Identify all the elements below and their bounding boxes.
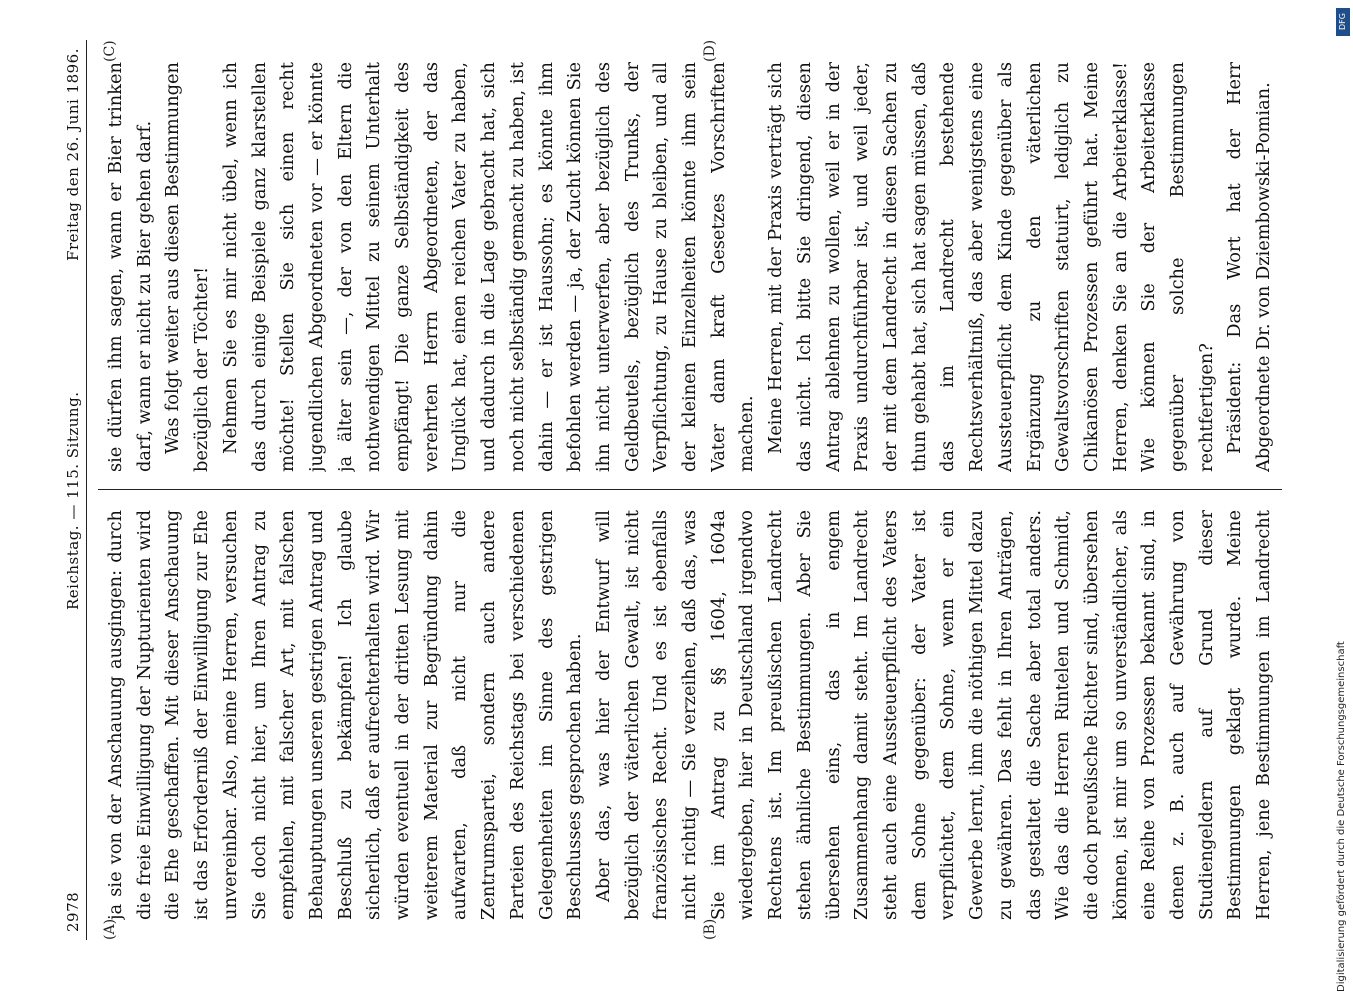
session-date: Freitag den 26. Juni 1896.	[64, 48, 82, 261]
column-left	[102, 510, 1282, 920]
paragraph: sie dürfen ihm sagen, wann er Bier trinken darf, wann er nicht zu Bier gehen darf.	[105, 62, 155, 472]
dfg-logo: DFG	[1336, 8, 1350, 36]
session-title: Reichstag. — 115. Sitzung.	[64, 391, 82, 610]
speaker-paragraph: Präsident: Das Wort hat der Herr Abgeordnete Dr. von Dziembowski-Pomian.	[1224, 62, 1275, 472]
paragraph: ja sie von der Anschauung ausgingen: durch die freie Einwilligung der Nupturienten wird die Ehe geschaffen. Mit dieser Anschauung ist das Erforderniß der Einwilligung zur Ehe unvereinbar. Also, meine Herren, versuchen Sie doch nicht hier, um Ihren Antrag zu empfehlen, mit falscher Art, mit falschen Behauptungen unseren gestrigen Antrag und Beschluß zu bekämpfen! Ich glaube sicherlich, daß er aufrechterhalten wird. Wir würden eventuell in der dritten Lesung mit weiterem Material zur Begründung dahin aufwarten, daß nicht nur die Zentrumspartei, sondern auch andere Parteien des Reichstags bei verschiedenen Gelegenheiten im Sinne des gestrigen Beschlusses gesprochen haben.	[105, 510, 586, 920]
column-right	[102, 62, 1282, 472]
speaker-paragraph	[1279, 62, 1282, 472]
page-header	[62, 40, 87, 940]
margin-marker-c: (C)	[102, 40, 118, 62]
digitization-credit: Digitalisierung gefördert durch die Deutsche Forschungsgemeinschaft	[1336, 641, 1347, 992]
margin-marker-a: (A)	[102, 918, 118, 940]
page-number: 2978	[64, 891, 82, 932]
paragraph: Nehmen Sie es mir nicht übel, wenn ich das durch einige Beispiele ganz klarstellen möchte! Stellen Sie sich einen recht jugendlichen Abgeordneten vor — er könnte ja älter sein —, der von den Eltern die nothwendigen Mittel zu seinem Unterhalt empfängt! Die ganze Selbständigkeit des verehrten Herrn Abgeordneten, der das Unglück hat, einen reichen Vater zu haben, und dadurch in die Lage gebracht hat, sich noch nicht selbständig gemacht zu haben, ist dahin — er ist Haussohn; es könnte ihm befohlen werden — ja, der Zucht können Sie ihn nicht unterwerfen, aber bezüglich des Geldbeutels, bezüglich des Trunks, der Verpflichtung, zu Hause zu bleiben, und all der kleinen Einzelheiten könnte ihm sein Vater dann kraft Gesetzes Vorschriften machen.	[219, 62, 758, 472]
newspaper-page	[62, 40, 1292, 940]
margin-marker-b: (B)	[702, 918, 718, 940]
paragraph: Meine Herren, mit der Praxis verträgt sich das nicht. Ich bitte Sie dringend, diesen Antrag ablehnen zu wollen, weil er in der Praxis undurchführbar ist, und weil jeder, der mit dem Landrecht in diesen Sachen zu thun gehabt hat, sich hat sagen müssen, daß das im Landrecht bestehende Rechtsverhältniß, das aber wenigstens eine Aussteuerpflicht dem Kinde gegenüber als Ergänzung zu den väterlichen Gewaltsvorschriften statuirt, lediglich zu Chikanösen Prozessen geführt hat. Meine Herren, denken Sie an die Arbeiterklasse! Wie können Sie der Arbeiterklasse gegenüber solche Bestimmungen rechtfertigen?	[765, 62, 1217, 472]
margin-marker-d: (D)	[702, 39, 718, 62]
paragraph: Aber das, was hier der Entwurf will bezüglich der väterlichen Gewalt, ist nicht französisches Recht. Und es ist ebenfalls nicht richtig — Sie verzeihen, daß das, was Sie im Antrag zu §§ 1604, 1604a wiedergeben, hier in Deutschland irgendwo Rechtens ist. Im preußischen Landrecht stehen ähnliche Bestimmungen. Aber Sie übersehen eins, das in engem Zusammenhang damit steht. Im Landrecht steht auch eine Aussteuerpflicht des Vaters dem Sohne gegenüber: der Vater ist verpflichtet, dem Sohne, wenn er ein Gewerbe lernt, ihm die nöthigen Mittel dazu zu gewähren. Das fehlt in Ihren Anträgen, das gestaltet die Sache aber total anders. Wie das die Herren Rintelen und Schmidt, die doch preußische Richter sind, übersehen können, ist mir um so unverständlicher, als eine Reihe von Prozessen bekannt sind, in denen z. B. auch auf Gewährung von Studiengeldern auf Grund dieser Bestimmungen geklagt wurde. Meine Herren, jene Bestimmungen im Landrecht	[592, 510, 1275, 920]
paragraph: Was folgt weiter aus diesen Bestimmungen bezüglich der Töchter!	[162, 62, 213, 472]
column-divider	[98, 489, 1282, 490]
